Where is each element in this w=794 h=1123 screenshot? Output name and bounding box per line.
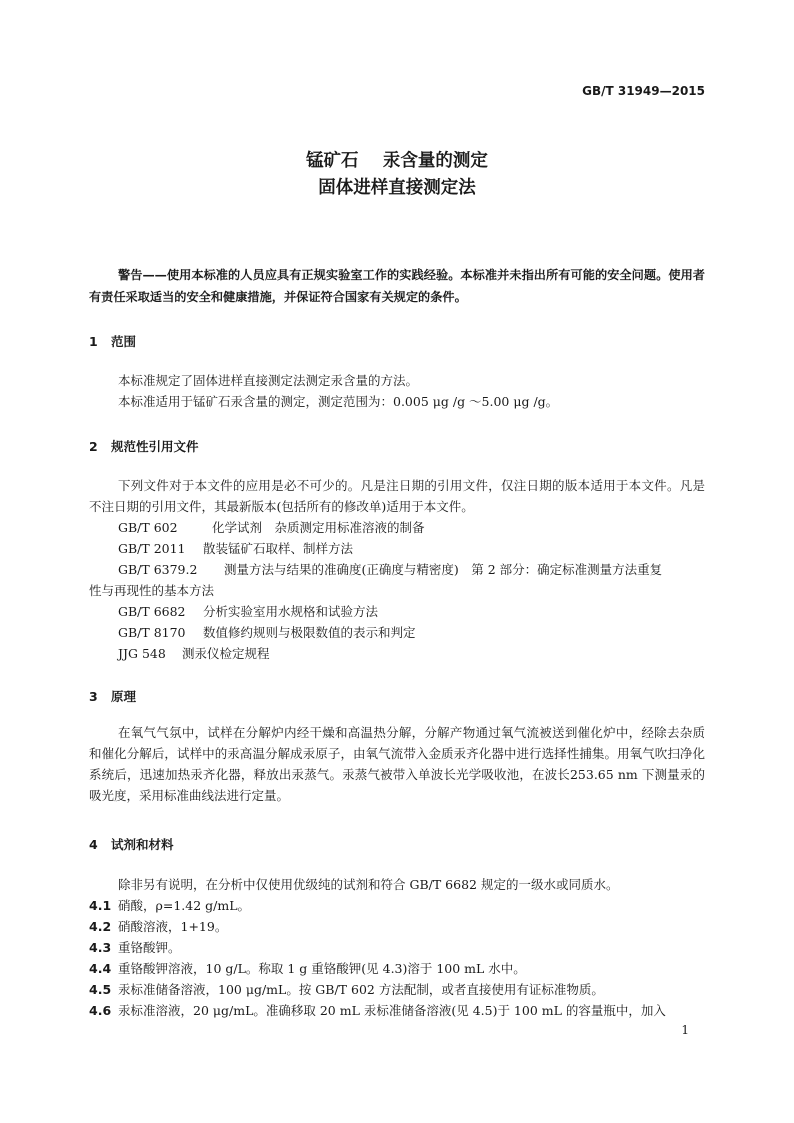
reference-item: GB/T 8170 数值修约规则与极限数值的表示和判定 [118,625,416,640]
section-4-body [89,874,705,1021]
reference-item: GB/T 6682 分析实验室用水规格和试验方法 [118,604,379,619]
reagent-item: 4.1 硝酸，ρ=1.42 g/mL。 [89,898,250,913]
reference-item-continuation: 性与再现性的基本方法 [89,583,215,598]
reference-item: JJG 548 测汞仪检定规程 [118,646,270,661]
section-2-body [89,475,705,664]
reagent-item: 4.2 硝酸溶液，1+19。 [89,919,228,934]
reagent-item: 4.3 重铬酸钾。 [89,940,181,955]
section-1-para-2: 本标准适用于锰矿石汞含量的测定，测定范围为：0.005 μg /g ～5.00 μg /g。 [118,394,559,409]
section-4-heading: 4 试剂和材料 [89,837,174,852]
reference-item: GB/T 6379.2 测量方法与结果的准确度(正确度与精密度) 第 2 部分：确定标准测量方法重复 [118,562,663,577]
section-1-body [89,370,705,412]
reference-item: GB/T 602 化学试剂 杂质测定用标准溶液的制备 [118,520,425,535]
page-number: 1 [681,1023,689,1037]
section-4-intro: 除非另有说明，在分析中仅使用优级纯的试剂和符合 GB/T 6682 规定的一级水或同质水。 [118,877,619,892]
section-3-body [89,722,705,806]
document-title [0,148,794,202]
title-line-1: 锰矿石 汞含量的测定 [306,151,488,171]
reagent-item: 4.6 汞标准溶液，20 μg/mL。准确移取 20 mL 汞标准储备溶液(见 4.5)于 100 mL 的容量瓶中，加入 [89,1003,666,1018]
section-1-para-1: 本标准规定了固体进样直接测定法测定汞含量的方法。 [118,373,419,388]
title-line-2: 固体进样直接测定法 [318,178,476,198]
section-2-heading: 2 规范性引用文件 [89,439,199,454]
reference-item: GB/T 2011 散装锰矿石取样、制样方法 [118,541,354,556]
section-1-heading: 1 范围 [89,334,137,349]
reagent-item: 4.5 汞标准储备溶液，100 μg/mL。按 GB/T 602 方法配制，或者直接使用有证标准物质。 [89,982,604,997]
warning-paragraph: 警告——使用本标准的人员应具有正规实验室工作的实践经验。本标准并未指出所有可能的安全问题。使用者有责任采取适当的安全和健康措施，并保证符合国家有关规定的条件。 [89,268,705,304]
section-3-para: 在氧气气氛中，试样在分解炉内经干燥和高温热分解，分解产物通过氧气流被送到催化炉中，经除去杂质和催化分解后，试样中的汞高温分解成汞原子，由氧气流带入金质汞齐化器中进行选择性捕集。用氧气吹扫净化系统后，迅速加热汞齐化器，释放出汞蒸气。汞蒸气被带入单波长光学吸收池，在波长253.65 nm 下测量汞的吸光度，采用标准曲线法进行定量。 [89,725,705,803]
section-3-heading: 3 原理 [89,689,137,704]
reagent-item: 4.4 重铬酸钾溶液，10 g/L。称取 1 g 重铬酸钾(见 4.3)溶于 100 mL 水中。 [89,961,526,976]
standard-code: GB/T 31949—2015 [582,84,705,98]
section-2-intro: 下列文件对于本文件的应用是必不可少的。凡是注日期的引用文件，仅注日期的版本适用于本文件。凡是不注日期的引用文件，其最新版本(包括所有的修改单)适用于本文件。 [89,478,705,514]
